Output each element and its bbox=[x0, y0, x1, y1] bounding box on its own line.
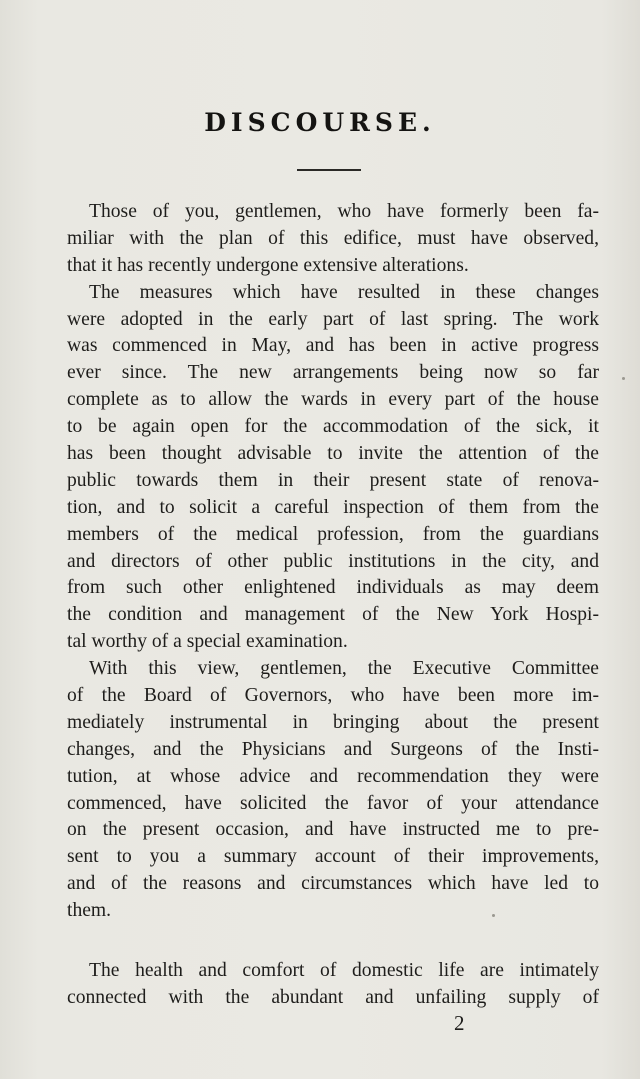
text-line: that it has recently undergone extensive alterations. bbox=[67, 254, 469, 276]
text-line: tution, at whose advice and recommendation they were bbox=[67, 765, 599, 787]
paper-speck bbox=[492, 914, 495, 917]
text-line: The health and comfort of domestic life are intimately bbox=[89, 960, 599, 981]
page-number: 2 bbox=[454, 1011, 465, 1035]
text-block-main bbox=[67, 199, 599, 925]
text-line: from such other enlightened individuals as may deem bbox=[67, 577, 599, 599]
text-line: was commenced in May, and has been in active progress bbox=[67, 335, 599, 357]
text-line: to be again open for the accommodation of the sick, it bbox=[67, 416, 599, 438]
text-block-continued bbox=[67, 958, 599, 1012]
paper-speck bbox=[622, 377, 625, 380]
text-line: The measures which have resulted in these changes bbox=[89, 281, 599, 303]
paragraph bbox=[67, 958, 599, 1012]
text-line: of the Board of Governors, who have been more im- bbox=[67, 685, 599, 707]
text-line: miliar with the plan of this edifice, must have observed, bbox=[67, 227, 599, 249]
paragraph bbox=[67, 280, 599, 656]
text-line: tion, and to solicit a careful inspection of them from the bbox=[67, 496, 599, 518]
page-heading: DISCOURSE. bbox=[204, 108, 436, 137]
heading-rule bbox=[297, 169, 361, 171]
text-line: Those of you, gentlemen, who have formerly been fa- bbox=[89, 201, 599, 222]
text-line: tal worthy of a special examination. bbox=[67, 631, 348, 653]
text-line: mediately instrumental in bringing about the present bbox=[67, 711, 599, 733]
text-line: and of the reasons and circumstances which have led to bbox=[67, 873, 599, 895]
text-line: has been thought advisable to invite the attention of the bbox=[67, 443, 599, 465]
text-line: members of the medical profession, from the guardians bbox=[67, 523, 599, 545]
text-line: With this view, gentlemen, the Executive Committee bbox=[89, 658, 599, 680]
paragraph bbox=[67, 656, 599, 925]
text-line: on the present occasion, and have instructed me to pre- bbox=[67, 819, 599, 841]
text-line: ever since. The new arrangements being now so far bbox=[67, 362, 599, 384]
text-line: commenced, have solicited the favor of your attendance bbox=[67, 792, 599, 814]
text-line: changes, and the Physicians and Surgeons of the Insti- bbox=[67, 738, 599, 760]
text-line: public towards them in their present state of renova- bbox=[67, 469, 599, 491]
text-line: sent to you a summary account of their improvements, bbox=[67, 846, 599, 868]
text-line: complete as to allow the wards in every part of the house bbox=[67, 389, 599, 411]
text-line: connected with the abundant and unfailing supply of bbox=[67, 986, 599, 1008]
paragraph bbox=[67, 199, 599, 280]
text-line: were adopted in the early part of last spring. The work bbox=[67, 308, 599, 330]
text-line: them. bbox=[67, 900, 112, 922]
text-line: and directors of other public institutions in the city, and bbox=[67, 550, 599, 572]
text-line: the condition and management of the New York Hospi- bbox=[67, 604, 599, 626]
